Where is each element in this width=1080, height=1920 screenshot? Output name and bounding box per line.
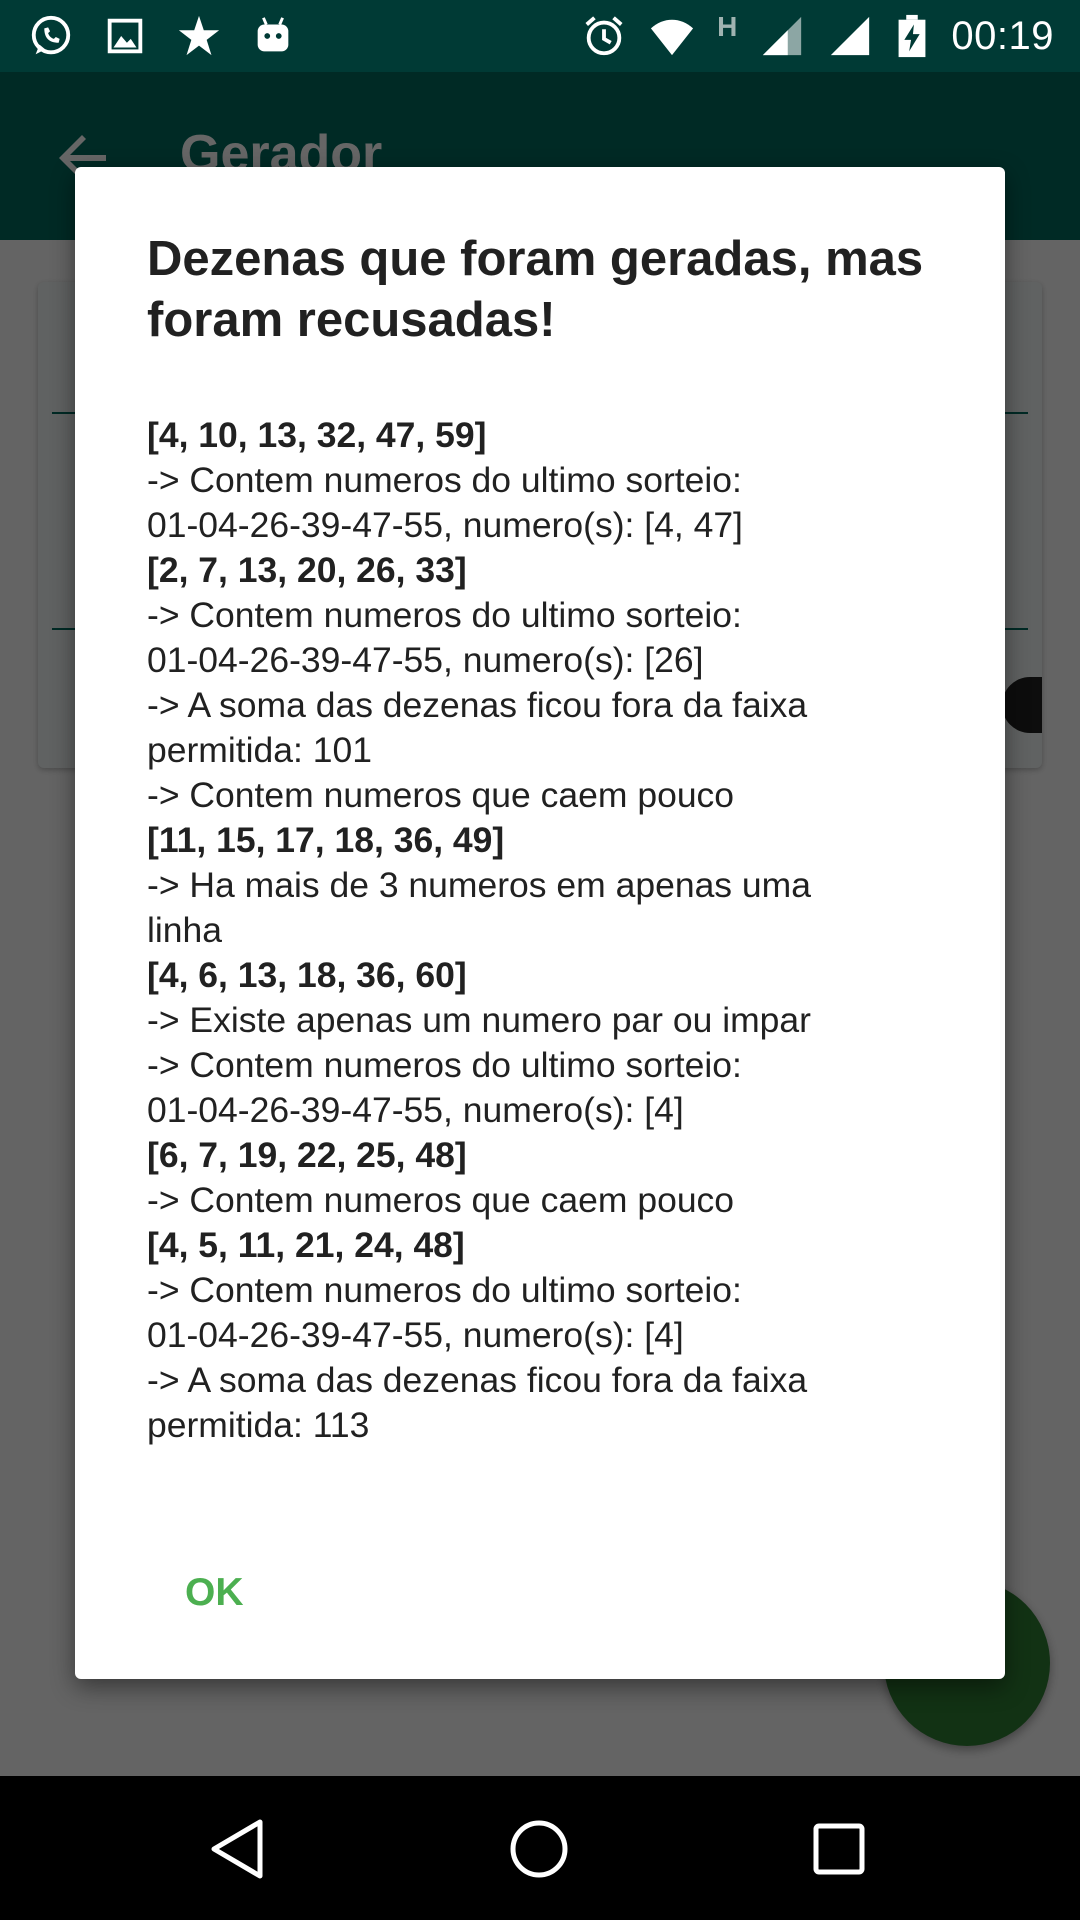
alarm-icon	[581, 13, 627, 59]
rejection-reason: 01-04-26-39-47-55, numero(s): [26]	[147, 640, 704, 680]
whatsapp-icon	[28, 13, 74, 59]
rejected-numbers-dialog	[75, 167, 1005, 1679]
signal-icon	[759, 13, 805, 59]
ok-button[interactable]: OK	[185, 1571, 244, 1614]
rejected-combination: [2, 7, 13, 20, 26, 33]	[147, 550, 467, 590]
rejection-reason: -> A soma das dezenas ficou fora da faixa	[147, 1360, 808, 1400]
rejected-combination: [4, 6, 13, 18, 36, 60]	[147, 955, 467, 995]
image-icon	[102, 13, 148, 59]
rejection-reason: -> Existe apenas um numero par ou impar	[147, 1000, 811, 1040]
home-circle-icon[interactable]	[508, 1818, 570, 1880]
navigation-bar	[0, 1776, 1080, 1920]
rejection-reason: 01-04-26-39-47-55, numero(s): [4]	[147, 1090, 684, 1130]
rejection-reason: 01-04-26-39-47-55, numero(s): [4, 47]	[147, 505, 743, 545]
rejection-reason: permitida: 101	[147, 730, 372, 770]
rejected-combination: [4, 5, 11, 21, 24, 48]	[147, 1225, 465, 1265]
network-type-label: H	[717, 11, 738, 42]
star-icon	[176, 13, 222, 59]
wifi-icon	[649, 13, 695, 59]
recents-square-icon[interactable]	[808, 1818, 870, 1880]
status-bar	[0, 0, 1080, 72]
rejection-reason: -> Contem numeros do ultimo sorteio:	[147, 595, 742, 635]
dialog-message	[147, 413, 947, 1448]
rejection-reason: -> A soma das dezenas ficou fora da faixa	[147, 685, 808, 725]
rejected-combination: [11, 15, 17, 18, 36, 49]	[147, 820, 505, 860]
rejected-combination: [6, 7, 19, 22, 25, 48]	[147, 1135, 467, 1175]
status-bar-system	[581, 13, 1080, 59]
rejection-reason: -> Contem numeros do ultimo sorteio:	[147, 1270, 742, 1310]
android-icon	[250, 13, 296, 59]
battery-charging-icon	[895, 13, 929, 59]
rejection-reason: -> Contem numeros que caem pouco	[147, 1180, 735, 1220]
rejected-combination: [4, 10, 13, 32, 47, 59]	[147, 415, 487, 455]
back-triangle-icon[interactable]	[208, 1818, 270, 1880]
clock: 00:19	[951, 13, 1054, 58]
rejection-reason: -> Contem numeros que caem pouco	[147, 775, 735, 815]
rejection-reason: -> Contem numeros do ultimo sorteio:	[147, 460, 742, 500]
signal-icon	[827, 13, 873, 59]
rejection-reason: 01-04-26-39-47-55, numero(s): [4]	[147, 1315, 684, 1355]
dialog-title: Dezenas que foram geradas, mas foram recusadas!	[147, 232, 924, 347]
rejection-reason: -> Ha mais de 3 numeros em apenas uma	[147, 865, 811, 905]
rejection-reason: linha	[147, 910, 223, 950]
rejection-reason: permitida: 113	[147, 1405, 370, 1445]
rejection-reason: -> Contem numeros do ultimo sorteio:	[147, 1045, 742, 1085]
status-bar-notifications	[0, 13, 296, 59]
